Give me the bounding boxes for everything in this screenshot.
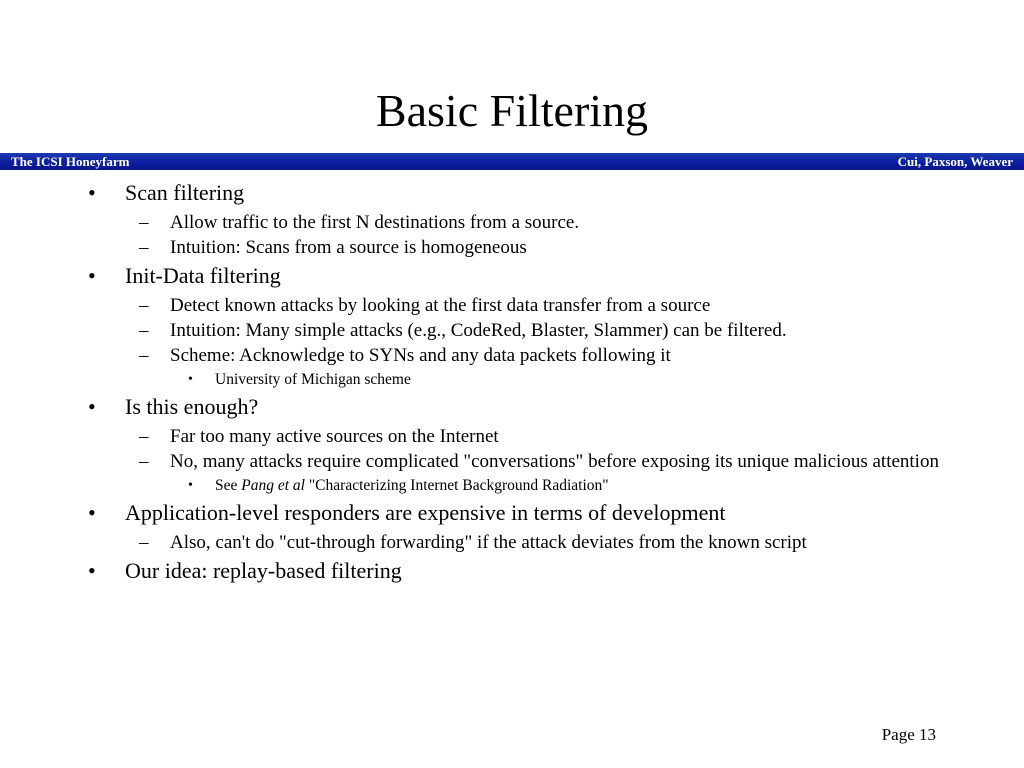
citation-author: Pang et al bbox=[241, 477, 305, 494]
bullet-marker: • bbox=[88, 500, 96, 525]
sub-bullet-text: Intuition: Many simple attacks (e.g., CodeRed, Blaster, Slammer) can be filtered. bbox=[170, 320, 787, 341]
sub-bullet bbox=[139, 532, 960, 553]
small-bullet-marker: • bbox=[188, 372, 193, 387]
sub-sub-bullet bbox=[188, 475, 1024, 496]
sub-bullet-text: Intuition: Scans from a source is homogeneous bbox=[170, 237, 527, 258]
bullet-text: Init-Data filtering bbox=[125, 263, 281, 288]
sub-bullet bbox=[139, 295, 960, 316]
sub-bullet bbox=[139, 451, 960, 472]
dash-marker: – bbox=[139, 295, 149, 316]
dash-marker: – bbox=[139, 426, 149, 447]
citation-prefix: See bbox=[215, 477, 242, 494]
bullet-text: Application-level responders are expensive in terms of development bbox=[125, 500, 726, 525]
dash-marker: – bbox=[139, 237, 149, 258]
page-number: Page 13 bbox=[881, 725, 936, 744]
sub-bullet-text: Detect known attacks by looking at the first data transfer from a source bbox=[170, 295, 711, 316]
bullet-is-this-enough bbox=[88, 392, 1024, 422]
sub-sub-bullet bbox=[188, 369, 1024, 390]
bullet-text: Scan filtering bbox=[125, 180, 245, 205]
dash-marker: – bbox=[139, 345, 149, 366]
small-bullet-marker: • bbox=[188, 478, 193, 493]
bullet-init-data-filtering bbox=[88, 261, 1024, 291]
dash-marker: – bbox=[139, 320, 149, 341]
dash-marker: – bbox=[139, 451, 149, 472]
bullet-our-idea bbox=[88, 556, 1024, 586]
sub-bullet-text: Scheme: Acknowledge to SYNs and any data packets following it bbox=[170, 345, 671, 366]
sub-bullet-text: Far too many active sources on the Internet bbox=[170, 426, 499, 447]
sub-bullet-text: No, many attacks require complicated "conversations" before exposing its unique malicious attention bbox=[170, 451, 939, 472]
bullet-list bbox=[0, 178, 1024, 586]
bullet-marker: • bbox=[88, 558, 96, 583]
header-band bbox=[0, 153, 1024, 170]
sub-bullet-text: Also, can't do "cut-through forwarding" if the attack deviates from the known script bbox=[170, 532, 807, 553]
sub-bullet bbox=[139, 345, 960, 366]
bullet-text: Our idea: replay-based filtering bbox=[125, 558, 402, 583]
slide-title: Basic Filtering bbox=[375, 85, 649, 136]
citation-title: "Characterizing Internet Background Radiation" bbox=[304, 477, 609, 494]
dash-marker: – bbox=[139, 212, 149, 233]
sub-bullet bbox=[139, 320, 960, 341]
bullet-marker: • bbox=[88, 180, 96, 205]
bullet-application-level bbox=[88, 498, 1024, 528]
bullet-text: Is this enough? bbox=[125, 394, 259, 419]
header-left-label: The ICSI Honeyfarm bbox=[11, 154, 130, 169]
sub-bullet bbox=[139, 237, 960, 258]
bullet-marker: • bbox=[88, 263, 96, 288]
sub-sub-bullet-text: University of Michigan scheme bbox=[215, 371, 411, 388]
sub-bullet bbox=[139, 212, 960, 233]
sub-bullet bbox=[139, 426, 960, 447]
dash-marker: – bbox=[139, 532, 149, 553]
header-right-label: Cui, Paxson, Weaver bbox=[897, 154, 1013, 169]
bullet-scan-filtering bbox=[88, 178, 1024, 208]
sub-bullet-text: Allow traffic to the first N destinations from a source. bbox=[170, 212, 580, 233]
bullet-marker: • bbox=[88, 394, 96, 419]
